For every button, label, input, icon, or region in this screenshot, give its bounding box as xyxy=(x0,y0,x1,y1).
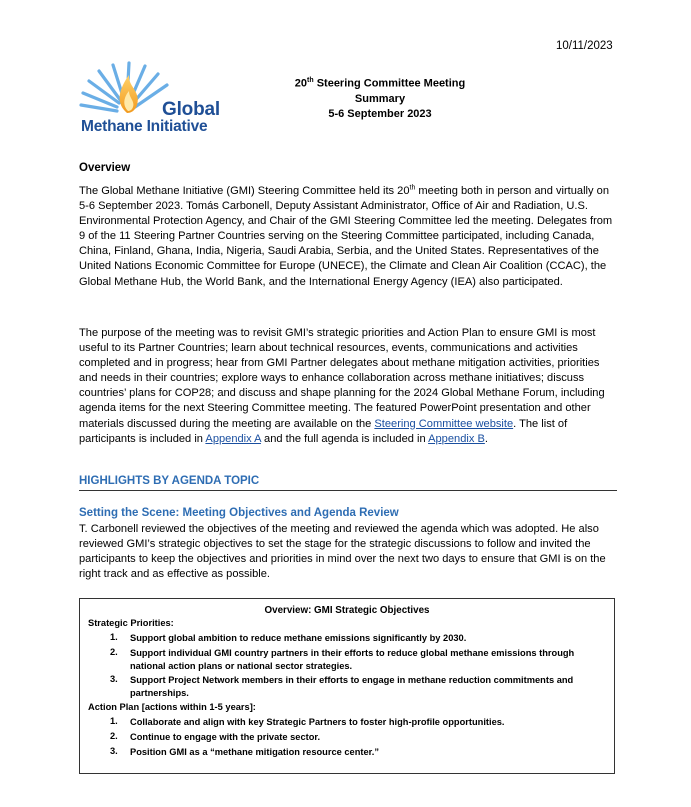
setting-the-scene-paragraph: T. Carbonell reviewed the objectives of the meeting and reviewed the agenda which was adopted. He also reviewed GMI’s strategic objectives to set the stage for the strategic discussions to follow and invited the participants to keep the objectives and priorities in mind over the next two days to ensure that GMI is on the right track and as effective as possible. xyxy=(79,523,606,581)
overview-paragraph-1: The Global Methane Initiative (GMI) Steering Committee held its 20th meeting both in person and virtually on 5-6 September 2023. Tomás Carbonell, Deputy Assistant Administrator, Office of Air and Radiation, U.S. Environmental Protection Agency, and Chair of the GMI Steering Committee led the meeting. Delegates from 9 of the 11 Steering Partner Countries serving on the Steering Committee participated, including Canada, China, Finland, Ghana, India, Nigeria, Saudi Arabia, Serbia, and the United States. Representatives of the United Nations Economic Committee for Europe (UNECE), the Climate and Clean Air Coalition (CCAC), the Global Methane Hub, the World Bank, and the International Energy Agency (IEA) also participated. xyxy=(79,184,613,288)
plan-item: Collaborate and align with key Strategic Partners to foster high-profile opportunities. xyxy=(130,717,505,727)
strategic-priorities-label: Strategic Priorities: xyxy=(88,618,174,628)
highlights-heading: HIGHLIGHTS BY AGENDA TOPIC xyxy=(79,475,260,487)
priority-number: 1. xyxy=(110,632,118,642)
section-divider xyxy=(79,490,617,491)
plan-number: 3. xyxy=(110,746,118,756)
overview-paragraph-2: The purpose of the meeting was to revisit GMI’s strategic priorities and Action Plan to ensure GMI is most useful to its Partner Countries; learn about technical resources, events, communications and activities completed and in progress; hear from GMI Partner delegates about methane mitigation activities, priorities and needs in their countries; explore ways to enhance collaboration across methane initiatives; discuss countries’ plans for COP28; and discuss and shape planning for the 2024 Global Methane Forum, including agenda items for the next Steering Committee meeting. The featured PowerPoint presentation and other materials discussed during the meeting are available on the Steering Committee website. The list of participants is included in Appendix A and the full agenda is included in Appendix B. xyxy=(79,327,605,445)
priority-number: 2. xyxy=(110,647,118,657)
meeting-dates: 5-6 September 2023 xyxy=(328,107,432,120)
logo-text-global: Global xyxy=(162,99,220,120)
priority-number: 3. xyxy=(110,674,118,684)
action-plan-label: Action Plan [actions within 1-5 years]: xyxy=(88,702,256,712)
logo-text-methane-initiative: Methane Initiative xyxy=(81,118,208,135)
plan-number: 2. xyxy=(110,731,118,741)
meeting-title: 20th Steering Committee Meeting xyxy=(294,77,466,90)
plan-number: 1. xyxy=(110,716,118,726)
plan-item: Continue to engage with the private sector. xyxy=(130,732,321,742)
setting-the-scene-heading: Setting the Scene: Meeting Objectives and Agenda Review xyxy=(79,507,399,519)
overview-heading: Overview xyxy=(79,162,131,174)
priority-item: Support global ambition to reduce methane emissions significantly by 2030. xyxy=(130,633,467,643)
priority-item: Support individual GMI country partners in their efforts to reduce global methane emissions through national action plans or national sector strategies. xyxy=(130,648,575,671)
box-title: Overview: GMI Strategic Objectives xyxy=(264,605,430,616)
priority-item: Support Project Network members in their efforts to engage in methane reduction commitments and partnerships. xyxy=(130,675,574,698)
meeting-subtitle: Summary xyxy=(354,92,406,105)
steering-committee-website-link[interactable]: Steering Committee website xyxy=(374,417,514,430)
strategic-objectives-box xyxy=(79,598,615,774)
plan-item: Position GMI as a “methane mitigation resource center.” xyxy=(130,747,380,757)
document-date: 10/11/2023 xyxy=(556,40,613,52)
appendix-a-link[interactable]: Appendix A xyxy=(205,432,261,445)
document-title-block xyxy=(270,73,490,122)
appendix-b-link[interactable]: Appendix B xyxy=(428,432,485,445)
